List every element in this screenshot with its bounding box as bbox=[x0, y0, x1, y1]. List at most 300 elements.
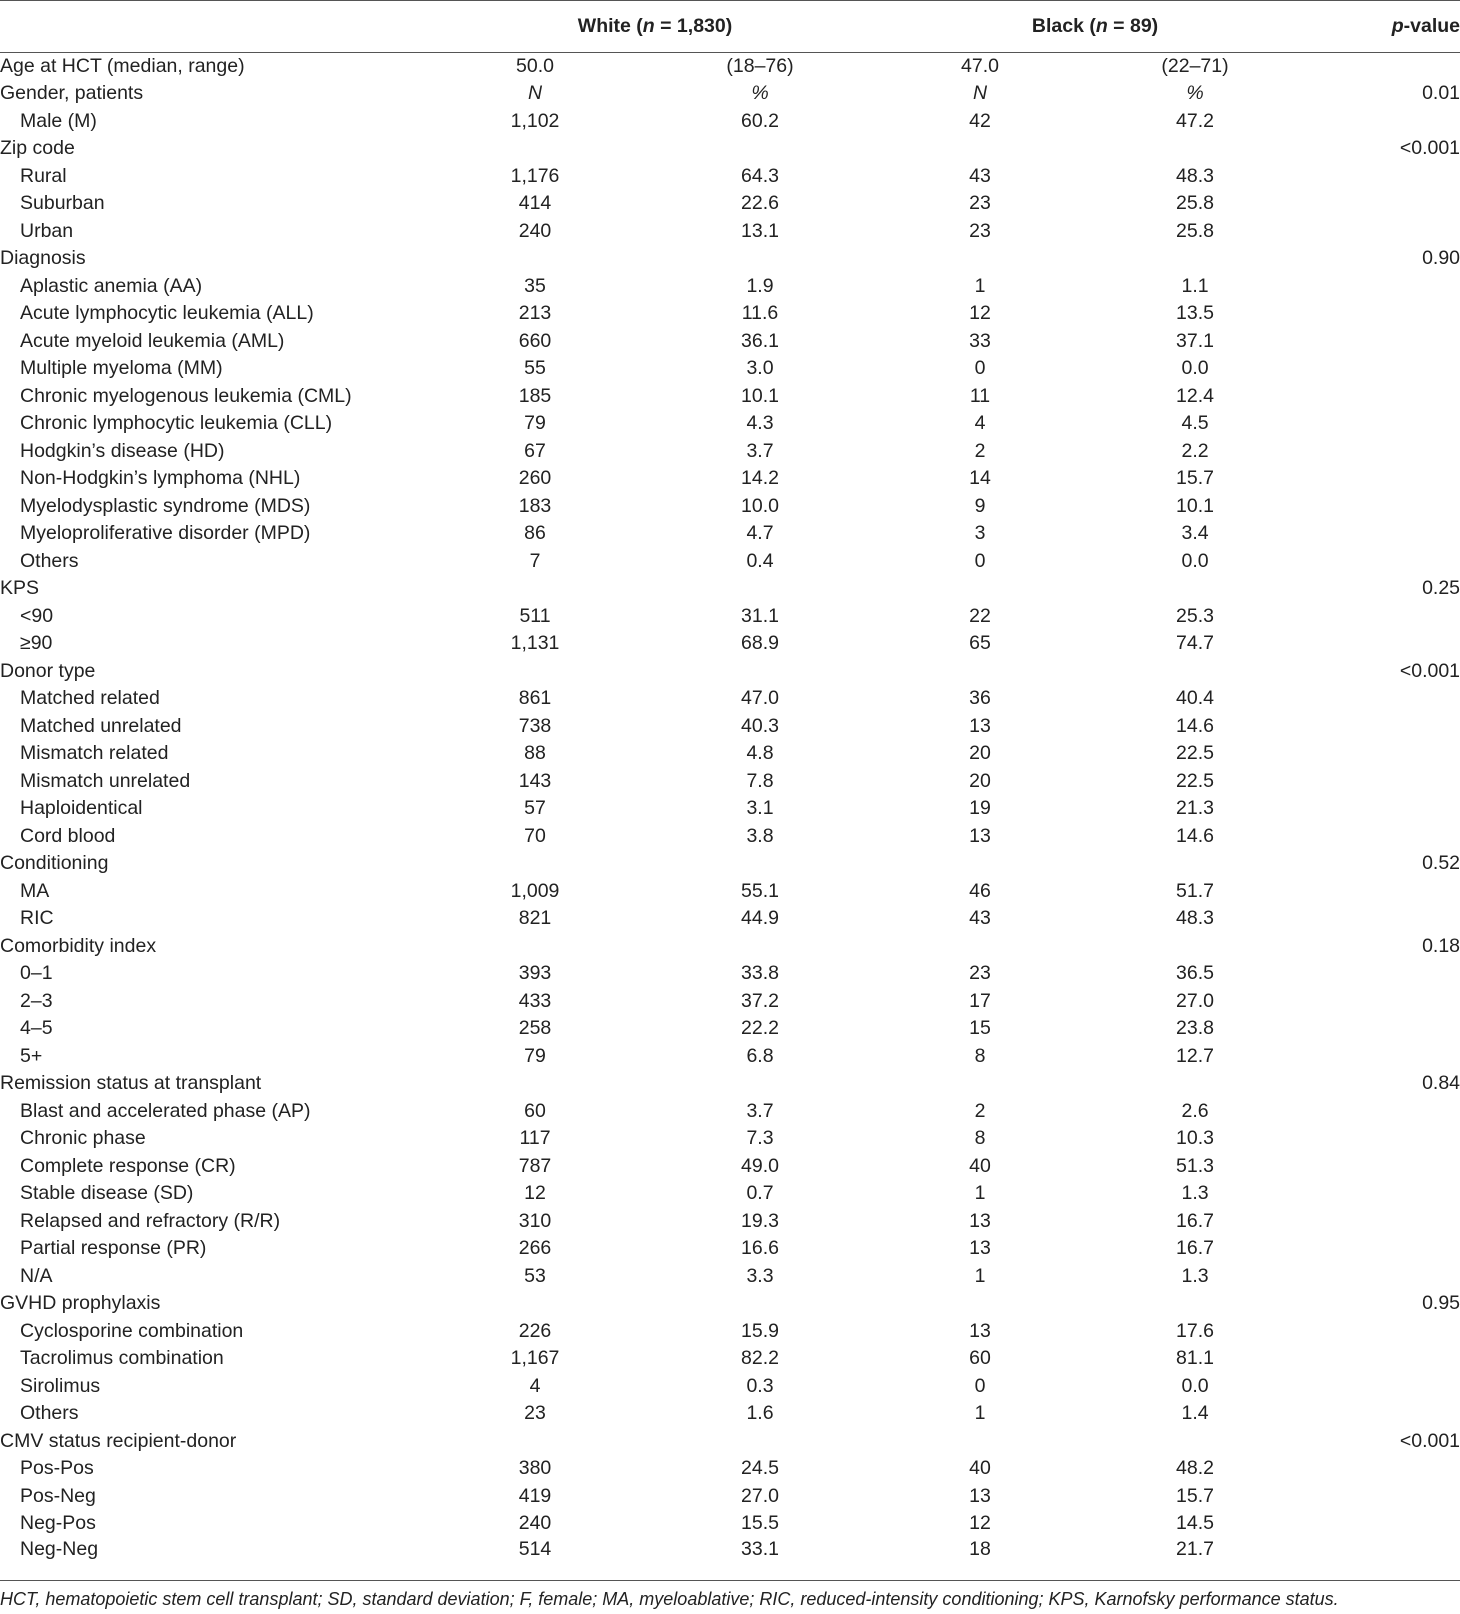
p-value-cell bbox=[1310, 53, 1460, 81]
white-n-cell: 861 bbox=[518, 687, 552, 710]
black-percent-cell: (22–71) bbox=[1161, 55, 1229, 77]
black-n-cell: 1 bbox=[974, 1402, 986, 1425]
white-n-cell: 60 bbox=[524, 1099, 546, 1122]
table-row bbox=[0, 1373, 1460, 1401]
category-row bbox=[0, 245, 1460, 273]
table-row bbox=[0, 1043, 1460, 1071]
p-value-cell bbox=[1310, 493, 1460, 521]
row-label: Urban bbox=[20, 219, 74, 242]
white-n-cell: N bbox=[527, 82, 543, 105]
table-row bbox=[0, 713, 1460, 741]
row-label: Myeloproliferative disorder (MPD) bbox=[20, 522, 311, 545]
white-percent-cell: 36.1 bbox=[741, 329, 779, 352]
white-n-cell: 35 bbox=[524, 274, 546, 297]
category-row bbox=[0, 933, 1460, 961]
row-label: Donor type bbox=[0, 659, 96, 682]
black-n-cell: 36 bbox=[969, 687, 991, 710]
p-value-cell bbox=[1310, 548, 1460, 576]
black-n-cell: 23 bbox=[969, 962, 991, 985]
table-row bbox=[0, 685, 1460, 713]
black-n-cell: 14 bbox=[969, 467, 991, 490]
table-row bbox=[0, 1180, 1460, 1208]
black-percent-cell bbox=[1080, 933, 1310, 961]
white-percent-cell bbox=[640, 658, 880, 686]
white-n-cell: 7 bbox=[529, 549, 541, 572]
category-row bbox=[0, 53, 1460, 81]
white-percent-cell: 3.1 bbox=[746, 797, 774, 820]
table-row bbox=[0, 108, 1460, 136]
black-percent-cell: 14.6 bbox=[1176, 714, 1214, 737]
table-row bbox=[0, 1510, 1460, 1538]
white-percent-cell: 64.3 bbox=[741, 164, 779, 187]
black-percent-cell: 22.5 bbox=[1176, 742, 1214, 765]
black-percent-cell: 47.2 bbox=[1176, 109, 1214, 132]
category-row bbox=[0, 135, 1460, 163]
white-percent-cell: 49.0 bbox=[741, 1154, 779, 1177]
p-value-cell bbox=[1310, 1180, 1460, 1208]
row-label: Matched unrelated bbox=[20, 714, 182, 737]
black-percent-cell: 48.2 bbox=[1176, 1457, 1214, 1480]
p-value-cell: 0.84 bbox=[1422, 1072, 1460, 1095]
p-value-cell: 0.95 bbox=[1422, 1292, 1460, 1315]
white-percent-cell: 3.0 bbox=[746, 357, 774, 380]
white-n-cell: 1,009 bbox=[510, 879, 560, 902]
black-n-cell: 22 bbox=[969, 604, 991, 627]
black-percent-cell: 48.3 bbox=[1176, 907, 1214, 930]
row-label: Diagnosis bbox=[0, 247, 86, 270]
row-label: Age at HCT (median, range) bbox=[0, 55, 245, 77]
white-n-cell: 266 bbox=[518, 1237, 552, 1260]
white-percent-cell: 13.1 bbox=[741, 219, 779, 242]
p-value-cell bbox=[1310, 1510, 1460, 1538]
black-n-cell: 43 bbox=[969, 907, 991, 930]
p-value-header: p-value bbox=[1310, 1, 1460, 53]
white-percent-cell: 82.2 bbox=[741, 1347, 779, 1370]
table-row bbox=[0, 520, 1460, 548]
row-label: Relapsed and refractory (R/R) bbox=[20, 1209, 281, 1232]
category-row bbox=[0, 1428, 1460, 1456]
black-percent-cell: 14.5 bbox=[1176, 1512, 1214, 1535]
white-percent-cell: 10.0 bbox=[741, 494, 779, 517]
row-label: Zip code bbox=[0, 137, 75, 160]
row-label: Remission status at transplant bbox=[0, 1072, 262, 1095]
white-n-cell: 185 bbox=[518, 384, 552, 407]
white-n-cell: 310 bbox=[518, 1209, 552, 1232]
black-n-cell: 23 bbox=[969, 192, 991, 215]
label-column-header bbox=[0, 1, 430, 53]
row-label: Cyclosporine combination bbox=[20, 1319, 244, 1342]
black-percent-cell: 23.8 bbox=[1176, 1017, 1214, 1040]
black-percent-cell: 74.7 bbox=[1176, 632, 1214, 655]
white-percent-cell: 55.1 bbox=[741, 879, 779, 902]
black-n-cell bbox=[880, 1290, 1080, 1318]
black-n-cell: 23 bbox=[969, 219, 991, 242]
black-n-cell: 0 bbox=[974, 357, 986, 380]
row-label: Blast and accelerated phase (AP) bbox=[20, 1099, 311, 1122]
white-n-cell: 1,131 bbox=[510, 632, 560, 655]
row-label: GVHD prophylaxis bbox=[0, 1292, 161, 1315]
black-percent-cell: 22.5 bbox=[1176, 769, 1214, 792]
black-percent-cell bbox=[1080, 1428, 1310, 1456]
p-value-cell bbox=[1310, 905, 1460, 933]
black-n-cell: 9 bbox=[974, 494, 986, 517]
white-percent-cell: 1.9 bbox=[746, 274, 774, 297]
white-n-cell: 514 bbox=[518, 1537, 552, 1560]
black-percent-cell: 1.4 bbox=[1181, 1402, 1209, 1425]
black-n-cell: 1 bbox=[974, 1182, 986, 1205]
black-n-cell: 13 bbox=[969, 1319, 991, 1342]
p-value-cell: 0.90 bbox=[1422, 247, 1460, 270]
black-percent-cell: 4.5 bbox=[1181, 412, 1209, 435]
row-label: ≥90 bbox=[20, 632, 53, 655]
row-label: Others bbox=[20, 549, 79, 572]
row-label: Acute myeloid leukemia (AML) bbox=[20, 329, 285, 352]
white-percent-cell: 37.2 bbox=[741, 989, 779, 1012]
row-label: Suburban bbox=[20, 192, 105, 215]
white-percent-cell: 7.3 bbox=[746, 1127, 774, 1150]
row-label: CMV status recipient-donor bbox=[0, 1429, 237, 1452]
table-row bbox=[0, 1263, 1460, 1291]
row-label: Chronic myelogenous leukemia (CML) bbox=[20, 384, 352, 407]
black-percent-cell: 1.1 bbox=[1181, 274, 1209, 297]
p-value-cell bbox=[1310, 768, 1460, 796]
black-n-cell bbox=[880, 1070, 1080, 1098]
black-n-cell bbox=[880, 575, 1080, 603]
table-row bbox=[0, 1538, 1460, 1567]
white-n-cell: 419 bbox=[518, 1484, 552, 1507]
category-row bbox=[0, 850, 1460, 878]
white-n-cell: 50.0 bbox=[516, 55, 554, 77]
table-row bbox=[0, 355, 1460, 383]
white-n-cell: 67 bbox=[524, 439, 546, 462]
black-n-cell bbox=[880, 1428, 1080, 1456]
p-value-cell: 0.18 bbox=[1422, 934, 1460, 957]
white-percent-cell bbox=[640, 933, 880, 961]
table-row bbox=[0, 218, 1460, 246]
p-value-cell bbox=[1310, 273, 1460, 301]
black-n-cell: 19 bbox=[969, 797, 991, 820]
table-row bbox=[0, 410, 1460, 438]
white-n-cell bbox=[430, 575, 640, 603]
p-value-cell bbox=[1310, 190, 1460, 218]
black-n-cell: 33 bbox=[969, 329, 991, 352]
black-percent-cell: 17.6 bbox=[1176, 1319, 1214, 1342]
white-n-cell: 414 bbox=[518, 192, 552, 215]
white-percent-cell: 15.5 bbox=[741, 1512, 779, 1535]
p-value-cell bbox=[1310, 1153, 1460, 1181]
white-percent-cell: 24.5 bbox=[741, 1457, 779, 1480]
table-footnote: HCT, hematopoietic stem cell transplant; SD, standard deviation; F, female; MA, myeloablative; RIC, reduced-intensity conditioning; KPS, Karnofsky performance status. bbox=[0, 1580, 1460, 1610]
p-value-cell: <0.001 bbox=[1399, 1429, 1460, 1452]
row-label: Hodgkin’s disease (HD) bbox=[20, 439, 225, 462]
white-n-cell: 183 bbox=[518, 494, 552, 517]
white-percent-cell: 6.8 bbox=[746, 1044, 774, 1067]
black-percent-cell bbox=[1080, 135, 1310, 163]
black-percent-cell: 81.1 bbox=[1176, 1347, 1214, 1370]
white-n-cell: 240 bbox=[518, 1512, 552, 1535]
p-value-cell: 0.52 bbox=[1422, 852, 1460, 875]
black-n-cell: 3 bbox=[974, 522, 986, 545]
white-n-cell bbox=[430, 1428, 640, 1456]
white-percent-cell: 4.3 bbox=[746, 412, 774, 435]
white-n-cell: 787 bbox=[518, 1154, 552, 1177]
black-n-cell bbox=[880, 933, 1080, 961]
p-value-cell: 0.01 bbox=[1422, 82, 1460, 105]
table-row bbox=[0, 383, 1460, 411]
black-n-cell: 2 bbox=[974, 439, 986, 462]
white-n-cell: 88 bbox=[524, 742, 546, 765]
p-value-cell bbox=[1310, 988, 1460, 1016]
black-percent-cell: 12.4 bbox=[1176, 384, 1214, 407]
black-percent-cell: 25.8 bbox=[1176, 192, 1214, 215]
black-percent-cell bbox=[1080, 850, 1310, 878]
p-value-cell bbox=[1310, 1263, 1460, 1291]
p-value-cell bbox=[1310, 218, 1460, 246]
black-n-cell: 15 bbox=[969, 1017, 991, 1040]
row-label: 2–3 bbox=[20, 989, 53, 1012]
row-label: Gender, patients bbox=[0, 82, 144, 105]
black-percent-cell: 10.3 bbox=[1176, 1127, 1214, 1150]
p-value-cell bbox=[1310, 1538, 1460, 1567]
row-label: Complete response (CR) bbox=[20, 1154, 236, 1177]
p-value-cell: 0.25 bbox=[1422, 577, 1460, 600]
black-percent-cell: 10.1 bbox=[1176, 494, 1214, 517]
black-percent-cell: 16.7 bbox=[1176, 1209, 1214, 1232]
p-value-cell bbox=[1310, 410, 1460, 438]
table-row bbox=[0, 1235, 1460, 1263]
black-percent-cell: 3.4 bbox=[1181, 522, 1209, 545]
white-n-cell bbox=[430, 1290, 640, 1318]
white-n-cell: 660 bbox=[518, 329, 552, 352]
table-row bbox=[0, 630, 1460, 658]
black-percent-cell: 0.0 bbox=[1181, 549, 1209, 572]
row-label: Mismatch related bbox=[20, 742, 169, 765]
table-body bbox=[0, 53, 1460, 1567]
row-label: Stable disease (SD) bbox=[20, 1182, 194, 1205]
row-label: Aplastic anemia (AA) bbox=[20, 274, 203, 297]
p-value-cell bbox=[1310, 1015, 1460, 1043]
black-percent-cell: 21.3 bbox=[1176, 797, 1214, 820]
white-n-cell: 79 bbox=[524, 1044, 546, 1067]
white-percent-cell bbox=[640, 575, 880, 603]
white-percent-cell bbox=[640, 1428, 880, 1456]
p-value-cell bbox=[1310, 630, 1460, 658]
table-row bbox=[0, 548, 1460, 576]
table-row bbox=[0, 960, 1460, 988]
black-n-cell: 13 bbox=[969, 1484, 991, 1507]
p-value-cell bbox=[1310, 438, 1460, 466]
white-percent-cell: 1.6 bbox=[746, 1402, 774, 1425]
white-n-cell: 12 bbox=[524, 1182, 546, 1205]
black-n-cell: 42 bbox=[969, 109, 991, 132]
row-label: Myelodysplastic syndrome (MDS) bbox=[20, 494, 311, 517]
white-n-cell bbox=[430, 245, 640, 273]
row-label: Neg-Neg bbox=[20, 1537, 99, 1560]
white-n-cell: 511 bbox=[519, 604, 551, 627]
white-percent-cell: 3.7 bbox=[746, 1099, 774, 1122]
p-value-cell bbox=[1310, 960, 1460, 988]
p-value-cell bbox=[1310, 740, 1460, 768]
white-percent-cell bbox=[640, 1290, 880, 1318]
row-label: Sirolimus bbox=[20, 1374, 101, 1397]
black-group-header: Black (n = 89) bbox=[880, 1, 1310, 53]
category-row bbox=[0, 1290, 1460, 1318]
white-n-cell: 55 bbox=[524, 357, 546, 380]
table-row bbox=[0, 328, 1460, 356]
white-percent-cell: 47.0 bbox=[741, 687, 779, 710]
p-value-cell bbox=[1310, 1345, 1460, 1373]
table-row bbox=[0, 493, 1460, 521]
black-n-cell: 43 bbox=[969, 164, 991, 187]
row-label: Matched related bbox=[20, 687, 160, 710]
white-n-cell: 4 bbox=[529, 1374, 541, 1397]
table-row bbox=[0, 988, 1460, 1016]
table-row bbox=[0, 1318, 1460, 1346]
p-value-cell bbox=[1310, 713, 1460, 741]
black-n-cell bbox=[880, 850, 1080, 878]
white-n-cell: 79 bbox=[524, 412, 546, 435]
white-percent-cell: 33.8 bbox=[741, 962, 779, 985]
table-row bbox=[0, 1015, 1460, 1043]
white-percent-cell: 22.2 bbox=[741, 1017, 779, 1040]
white-percent-cell bbox=[640, 135, 880, 163]
black-n-cell: 60 bbox=[969, 1347, 991, 1370]
row-label: Multiple myeloma (MM) bbox=[20, 357, 223, 380]
p-value-cell bbox=[1310, 795, 1460, 823]
row-label: Pos-Pos bbox=[20, 1457, 94, 1480]
table-row bbox=[0, 1345, 1460, 1373]
white-percent-cell: 15.9 bbox=[741, 1319, 779, 1342]
p-value-cell: <0.001 bbox=[1399, 659, 1460, 682]
row-label: Acute lymphocytic leukemia (ALL) bbox=[20, 302, 314, 325]
p-value-cell bbox=[1310, 1125, 1460, 1153]
p-value-cell bbox=[1310, 163, 1460, 191]
table-row bbox=[0, 163, 1460, 191]
black-percent-cell bbox=[1080, 575, 1310, 603]
table-row bbox=[0, 438, 1460, 466]
white-n-cell: 213 bbox=[518, 302, 552, 325]
white-percent-cell: 33.1 bbox=[741, 1537, 779, 1560]
black-n-cell: 20 bbox=[969, 742, 991, 765]
black-n-cell: 8 bbox=[974, 1044, 986, 1067]
p-value-cell bbox=[1310, 300, 1460, 328]
white-n-cell: 226 bbox=[518, 1319, 552, 1342]
row-label: KPS bbox=[0, 577, 40, 600]
table-row bbox=[0, 1483, 1460, 1511]
row-label: Pos-Neg bbox=[20, 1484, 96, 1507]
row-label: Male (M) bbox=[20, 109, 97, 132]
white-percent-cell: 27.0 bbox=[741, 1484, 779, 1507]
white-n-cell: 1,176 bbox=[510, 164, 560, 187]
table-header-row bbox=[0, 1, 1460, 53]
white-n-cell bbox=[430, 1070, 640, 1098]
p-value-cell bbox=[1310, 1098, 1460, 1126]
table-row bbox=[0, 300, 1460, 328]
black-percent-cell: 40.4 bbox=[1176, 687, 1214, 710]
black-n-cell: 12 bbox=[969, 302, 991, 325]
black-percent-cell bbox=[1080, 1290, 1310, 1318]
row-label: 5+ bbox=[20, 1044, 43, 1067]
row-label: Partial response (PR) bbox=[20, 1237, 207, 1260]
white-n-cell bbox=[430, 933, 640, 961]
category-row bbox=[0, 658, 1460, 686]
black-percent-cell: 2.6 bbox=[1181, 1099, 1209, 1122]
white-n-cell: 117 bbox=[519, 1127, 551, 1150]
category-row bbox=[0, 575, 1460, 603]
black-n-cell: 0 bbox=[974, 549, 986, 572]
white-n-cell: 258 bbox=[518, 1017, 552, 1040]
category-row bbox=[0, 1070, 1460, 1098]
black-n-cell: 65 bbox=[969, 632, 991, 655]
black-percent-cell bbox=[1080, 245, 1310, 273]
p-value-cell: <0.001 bbox=[1399, 137, 1460, 160]
black-n-cell: 20 bbox=[969, 769, 991, 792]
row-label: Neg-Pos bbox=[20, 1512, 96, 1535]
black-percent-cell bbox=[1080, 1070, 1310, 1098]
p-value-cell bbox=[1310, 465, 1460, 493]
white-percent-cell: 3.3 bbox=[746, 1264, 774, 1287]
black-n-cell: N bbox=[972, 82, 988, 105]
white-percent-cell: 68.9 bbox=[741, 632, 779, 655]
white-n-cell: 23 bbox=[524, 1402, 546, 1425]
black-percent-cell: 13.5 bbox=[1176, 302, 1214, 325]
p-value-cell bbox=[1310, 1235, 1460, 1263]
black-percent-cell bbox=[1080, 658, 1310, 686]
row-label: Chronic lymphocytic leukemia (CLL) bbox=[20, 412, 333, 435]
black-n-cell: 13 bbox=[969, 1209, 991, 1232]
black-percent-cell: 48.3 bbox=[1176, 164, 1214, 187]
row-label: Mismatch unrelated bbox=[20, 769, 191, 792]
row-label: <90 bbox=[20, 604, 54, 627]
p-value-cell bbox=[1310, 1043, 1460, 1071]
p-value-cell bbox=[1310, 1318, 1460, 1346]
category-row bbox=[0, 80, 1460, 108]
table-row bbox=[0, 823, 1460, 851]
table-row bbox=[0, 1098, 1460, 1126]
white-percent-cell: 4.8 bbox=[746, 742, 774, 765]
white-percent-cell bbox=[640, 245, 880, 273]
white-percent-cell: 3.8 bbox=[746, 824, 774, 847]
row-label: Non-Hodgkin’s lymphoma (NHL) bbox=[20, 467, 301, 490]
black-n-cell bbox=[880, 658, 1080, 686]
p-value-cell bbox=[1310, 823, 1460, 851]
white-n-cell: 1,167 bbox=[510, 1347, 560, 1370]
white-percent-cell: 3.7 bbox=[746, 439, 774, 462]
white-percent-cell: 14.2 bbox=[741, 467, 779, 490]
p-value-cell bbox=[1310, 1208, 1460, 1236]
table-row bbox=[0, 1455, 1460, 1483]
white-percent-cell: 16.6 bbox=[741, 1237, 779, 1260]
black-n-cell: 17 bbox=[969, 989, 991, 1012]
white-n-cell: 57 bbox=[524, 797, 546, 820]
black-percent-cell: 0.0 bbox=[1181, 1374, 1209, 1397]
white-percent-cell: 44.9 bbox=[741, 907, 779, 930]
white-percent-cell bbox=[640, 850, 880, 878]
white-group-header: White (n = 1,830) bbox=[430, 1, 880, 53]
white-percent-cell: 4.7 bbox=[746, 522, 774, 545]
white-n-cell: 738 bbox=[518, 714, 552, 737]
p-value-cell bbox=[1310, 1483, 1460, 1511]
white-percent-cell: 19.3 bbox=[741, 1209, 779, 1232]
white-n-cell bbox=[430, 658, 640, 686]
white-percent-cell: 11.6 bbox=[741, 302, 779, 325]
white-n-cell: 143 bbox=[518, 769, 552, 792]
black-n-cell: 46 bbox=[969, 879, 991, 902]
table-row bbox=[0, 878, 1460, 906]
table-row bbox=[0, 1153, 1460, 1181]
row-label: RIC bbox=[20, 907, 54, 930]
black-n-cell: 40 bbox=[969, 1154, 991, 1177]
